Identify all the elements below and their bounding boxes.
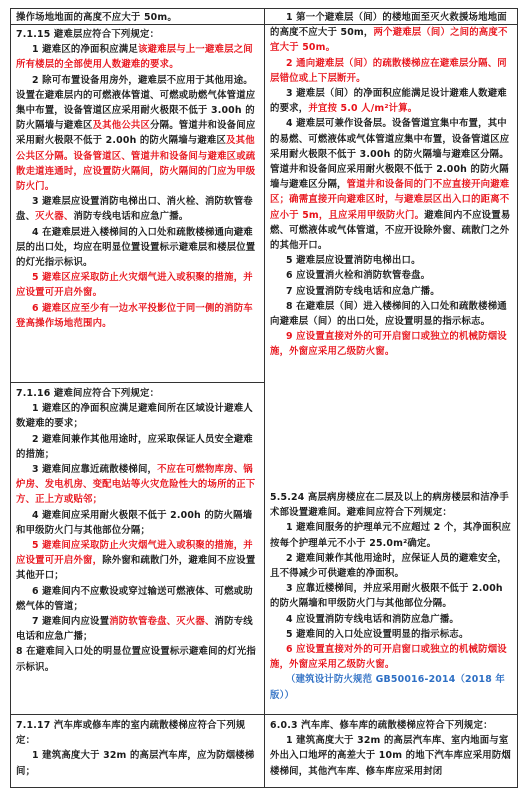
- clause-text: 1 避难间服务的护理单元不应超过 2 个，其净面积应按每个护理单元不小于 25.0m²确定。: [270, 522, 511, 549]
- clause-text: 3 避难层应设置消防电梯出口、消火栓、消防软管卷盘、: [16, 196, 253, 223]
- clause-text: 1 避难区的净面积应满足避难间所在区域设计避难人数避难的要求；: [16, 403, 253, 430]
- clause-text: 避难间内不应设置易燃、可燃液体或气体管道，不应开设除外窗、疏散门之外的其他开口。: [270, 209, 511, 252]
- clause-highlight: 6 避难区应至少有一边水平投影位于同一侧的消防车登高操作场地范围内。: [16, 302, 253, 329]
- row-divider: [11, 382, 264, 383]
- left-column: [11, 9, 265, 787]
- clause-text: 除外窗和疏散门外，避难间不应设置其他开口；: [16, 555, 256, 582]
- clause-highlight: 及其他公共区: [92, 120, 151, 132]
- clause-highlight: 设备管道区、管道井和设备间与避难区或疏散走道连通时，应设置防火隔间，防火隔间的门应为甲级防火门。: [16, 150, 256, 193]
- clause-highlight: 及其他公共区分隔。: [16, 135, 255, 162]
- clause-text: 1 建筑高度大于 32m 的高层汽车库，应为防烟楼梯间；: [16, 750, 255, 777]
- clause-text: 7 避难间内应设置: [32, 616, 110, 628]
- clause-text: 4 避难层可兼作设备层。设备管道宜集中布置，其中的易燃、可燃液体或气体管道应集中布置，设备管道区应采用耐火极限不低于 3.00h 的防火隔墙与避难区分隔。管道井和设备间应采用耐火极限不低于 2.00h 的防火隔墙与避难区分隔，: [270, 118, 510, 191]
- clause-highlight: 消防软管卷盘、灭火器、: [109, 616, 215, 628]
- clause-heading: 5.5.24 高层病房楼应在二层及以上的病房楼层和洁净手术部设置避难间。避难间应符合下列规定：: [270, 492, 509, 519]
- left-top-text: 操作场地地面的高度不应大于 50m。: [16, 12, 177, 23]
- section-7-1-16: [16, 386, 259, 675]
- source-citation: （建筑设计防火规范 GB50016-2014（2018 年版））: [270, 674, 505, 701]
- clause-text: 6 避难间内不应敷设或穿过输送可燃液体、可燃或助燃气体的管道；: [16, 585, 253, 612]
- clause-heading: 7.1.17 汽车库或修车库的室内疏散楼梯应符合下列规定：: [16, 720, 246, 747]
- clause-text: 7 应设置消防专线电话和应急广播。: [286, 285, 440, 297]
- section-7-1-17: [16, 718, 259, 779]
- clause-text: 消防专线电话和应急广播。: [73, 211, 189, 223]
- clause-highlight: 灭火器、: [35, 211, 74, 223]
- clause-text: 8 在避难层（间）进入楼梯间的入口处和疏散楼梯通向避难层（间）的出口处，应设置明显的指示标志。: [270, 300, 507, 328]
- clause-highlight: 9 应设置直接对外的可开启窗口或独立的机械防烟设施，外窗应采用乙级防火窗。: [270, 331, 507, 358]
- clause-text: 消防专线电话和应急广播；: [16, 616, 253, 643]
- clause-text: 1 第一个避难层（间）的楼地面至灭火救援场地地面的高度不应大于 50m，: [270, 12, 507, 39]
- clause-highlight: 6 应设置直接对外的可开启窗口或独立的机械防烟设施，外窗应采用乙级防火窗。: [270, 644, 507, 671]
- right-section-avoid-floor: [270, 10, 514, 360]
- section-5-5-24: [270, 490, 514, 703]
- section-6-0-3: [270, 718, 514, 779]
- clause-highlight: 5 避难区应采取防止火灾烟气进入或积聚的措施，并应设置可开启外窗。: [16, 272, 253, 299]
- clause-text: 1 建筑高度大于 32m 的高层汽车库、室内地面与室外出入口地坪的高差大于 10m 的地下汽车库应采用防烟楼梯间，其他汽车库、修车库应采用封闭: [270, 735, 511, 777]
- clause-highlight: 管道井和设备间的门不应直接开向避难区；确需直接开向避难区时，与避难层区出入口的距离不应小于 5m，且应采用甲级防火门。: [270, 179, 510, 221]
- clause-text: 2 避难间兼作其他用途时，应采取保证人员安全避难的措施；: [16, 433, 253, 460]
- clause-highlight: 5 避难间应采取防止火灾烟气进入或积聚的措施，并应设置可开启外窗，: [16, 540, 253, 567]
- comparison-table: [10, 8, 518, 788]
- clause-text: 5 避难层应设置消防电梯出口。: [286, 255, 421, 267]
- right-column: [265, 9, 519, 777]
- clause-highlight: 并宜按 5.0 人/m²计算。: [308, 103, 418, 115]
- clause-text: 8 在避难间入口处的明显位置应设置标示避难间的灯光指示标识。: [16, 646, 256, 673]
- clause-text: 4 应设置消防专线电话和消防应急广播。: [286, 613, 459, 625]
- clause-text: 5 避难间的入口处应设置明显的指示标志。: [286, 628, 469, 640]
- clause-heading: 7.1.16 避难间应符合下列规定：: [16, 388, 160, 399]
- clause-text: 3 应靠近楼梯间，并应采用耐火极限不低于 2.00h 的防火隔墙和甲级防火门与其他部位分隔。: [270, 583, 503, 610]
- clause-text: 4 在避难层进入楼梯间的入口处和疏散楼梯通向避难层的出口处，均应在明显位置设置标示避难层和楼层位置的灯光指示标识。: [16, 226, 256, 269]
- clause-text: 2 除可布置设备用房外，避难层不应用于其他用途。设置在避难层内的可燃液体管道、可燃或助燃气体管道应集中布置，设备管道区应采用耐火极限不低于 3.00h 的防火隔墙与避难区: [16, 74, 256, 132]
- clause-heading: 6.0.3 汽车库、修车库的疏散楼梯应符合下列规定：: [270, 720, 493, 731]
- clause-text: 6 应设置消火栓和消防软管卷盘。: [286, 270, 431, 282]
- clause-highlight: 两个避难层（间）之间的高度不宜大于 50m。: [270, 27, 508, 54]
- section-7-1-15: [16, 27, 259, 331]
- clause-text: 分隔。管道井和设备间应采用耐火极限不低于 2.00h 的防火隔墙与避难区: [16, 120, 256, 147]
- clause-heading: 7.1.15 避难层应符合下列规定：: [16, 29, 160, 40]
- clause-highlight: 该避难层与上一避难层之间所有楼层的全部使用人数避难的要求。: [16, 44, 253, 71]
- clause-text: 4 避难间应采用耐火极限不低于 2.00h 的防火隔墙和甲级防火门与其他部位分隔；: [16, 509, 253, 536]
- clause-text: 3 避难间应靠近疏散楼梯间，: [32, 464, 158, 476]
- clause-text: 2 避难间兼作其他用途时，应保证人员的避难安全，且不得减少可供避难的净面积。: [270, 552, 507, 580]
- clause-text: 1 避难区的净面积应满足: [32, 44, 138, 56]
- clause-text: 3 避难层（间）的净面积应能满足设计避难人数避难的要求，: [270, 88, 507, 115]
- clause-highlight: 不应在可燃物库房、锅炉房、发电机房、变配电站等火灾危险性大的场所的正下方、正上方或贴邻；: [16, 464, 256, 506]
- clause-highlight: 2 通向避难层（间）的疏散楼梯应在避难层分隔、同层错位或上下层断开。: [270, 57, 507, 84]
